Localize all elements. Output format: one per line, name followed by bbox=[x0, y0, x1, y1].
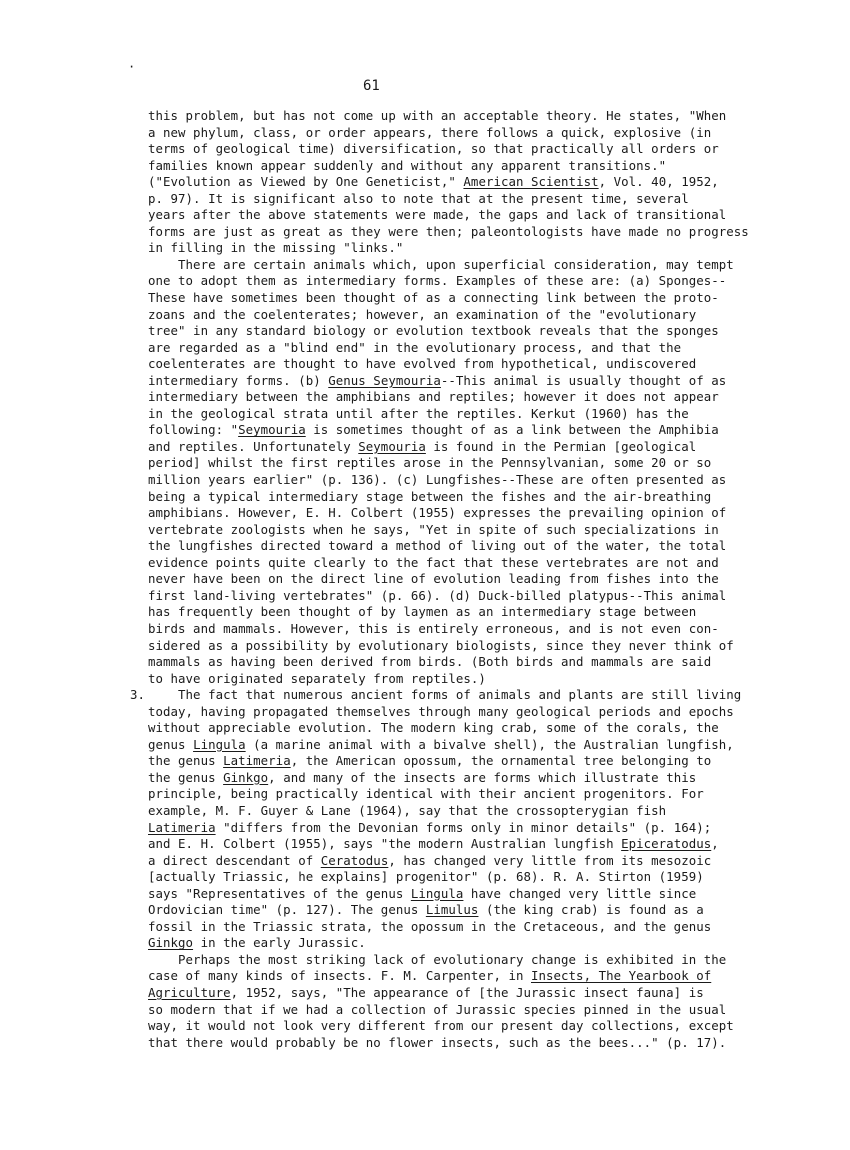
page-number: 61 bbox=[363, 78, 380, 94]
text-line bbox=[148, 505, 740, 522]
text-run: birds and mammals. However, this is entirely erroneous, and is not even con- bbox=[148, 620, 719, 636]
text-line bbox=[148, 174, 740, 191]
text-line bbox=[148, 240, 740, 257]
text-run: the lungfishes directed toward a method of living out of the water, the total bbox=[148, 538, 727, 554]
underlined-title: Ginkgo bbox=[148, 935, 194, 951]
text-line bbox=[148, 158, 740, 175]
text-line bbox=[148, 257, 740, 274]
text-line bbox=[148, 290, 740, 307]
text-run: There are certain animals which, upon superficial consideration, may tempt bbox=[148, 256, 734, 272]
text-run: case of many kinds of insects. F. M. Carpenter, in bbox=[148, 968, 531, 984]
text-line bbox=[148, 422, 740, 439]
text-line bbox=[148, 836, 740, 853]
text-run: and E. H. Colbert (1955), says "the modern Australian lungfish bbox=[148, 836, 622, 852]
text-run: one to adopt them as intermediary forms. Examples of these are: (a) Sponges-- bbox=[148, 273, 727, 289]
text-run: terms of geological time) diversification, so that practically all orders or bbox=[148, 141, 719, 157]
text-line bbox=[148, 1002, 740, 1019]
text-line bbox=[148, 687, 740, 704]
text-line bbox=[148, 638, 740, 655]
text-run: period] whilst the first reptiles arose in the Pennsylvanian, some 20 or so bbox=[148, 455, 712, 471]
text-line bbox=[148, 439, 740, 456]
text-line bbox=[148, 952, 740, 969]
text-run: mammals as having been derived from birds. (Both birds and mammals are said bbox=[148, 654, 712, 670]
text-run: years after the above statements were made, the gaps and lack of transitional bbox=[148, 207, 727, 223]
text-line bbox=[148, 704, 740, 721]
text-run: (a marine animal with a bivalve shell), the Australian lungfish, bbox=[245, 736, 734, 752]
body-text bbox=[148, 108, 749, 1051]
text-run: , bbox=[711, 836, 719, 852]
text-run: in the geological strata until after the reptiles. Kerkut (1960) has the bbox=[148, 405, 689, 421]
text-line bbox=[148, 886, 740, 903]
text-run: --This animal is usually thought of as bbox=[440, 372, 727, 388]
text-run: Perhaps the most striking lack of evolutionary change is exhibited in the bbox=[148, 951, 727, 967]
text-line bbox=[148, 571, 740, 588]
text-run: evidence points quite clearly to the fact that these vertebrates are not and bbox=[148, 554, 719, 570]
text-run: , has changed very little from its mesozoic bbox=[388, 852, 712, 868]
text-run: [actually Triassic, he explains] progenitor" (p. 68). R. A. Stirton (1959) bbox=[148, 869, 704, 885]
text-run: fossil in the Triassic strata, the opossum in the Cretaceous, and the genus bbox=[148, 918, 712, 934]
text-line bbox=[148, 588, 740, 605]
text-run: genus bbox=[148, 736, 194, 752]
text-line bbox=[148, 919, 740, 936]
text-line bbox=[148, 770, 740, 787]
stray-mark: · bbox=[128, 60, 136, 74]
text-line bbox=[148, 108, 740, 125]
text-run: to have originated separately from reptiles.) bbox=[148, 670, 486, 686]
text-run: principle, being practically identical with their ancient progenitors. For bbox=[148, 786, 704, 802]
text-line bbox=[148, 1035, 740, 1052]
text-run: first land-living vertebrates" (p. 66). (d) Duck-billed platypus--This animal bbox=[148, 587, 727, 603]
text-run: are regarded as a "blind end" in the evolutionary process, and that the bbox=[148, 339, 682, 355]
text-run: in the early Jurassic. bbox=[193, 935, 366, 951]
underlined-title: Latimeria bbox=[148, 819, 216, 835]
text-line bbox=[148, 968, 740, 985]
text-line bbox=[148, 406, 740, 423]
text-run: coelenterates are thought to have evolved from hypothetical, undiscovered bbox=[148, 356, 697, 372]
text-run: the genus bbox=[148, 769, 224, 785]
text-run: , Vol. 40, 1952, bbox=[598, 174, 719, 190]
text-line bbox=[148, 985, 740, 1002]
text-line bbox=[148, 125, 740, 142]
text-line bbox=[148, 191, 740, 208]
text-line bbox=[148, 902, 740, 919]
text-line bbox=[148, 323, 740, 340]
text-run: is found in the Permian [geological bbox=[425, 438, 697, 454]
underlined-title: Seymouria bbox=[358, 438, 426, 454]
text-run: million years earlier" (p. 136). (c) Lungfishes--These are often presented as bbox=[148, 472, 727, 488]
underlined-title: Genus Seymouria bbox=[328, 372, 441, 388]
underlined-title: Ginkgo bbox=[223, 769, 269, 785]
underlined-title: Limulus bbox=[425, 902, 479, 918]
text-line bbox=[148, 720, 740, 737]
underlined-title: Ceratodus bbox=[320, 852, 389, 868]
text-run: vertebrate zoologists when he says, "Yet in spite of such specializations in bbox=[148, 521, 719, 537]
text-line bbox=[148, 1018, 740, 1035]
text-run: tree" in any standard biology or evolution textbook reveals that the sponges bbox=[148, 323, 719, 339]
text-run: so modern that if we had a collection of Jurassic species pinned in the usual bbox=[148, 1001, 727, 1017]
text-line bbox=[148, 786, 740, 803]
text-line bbox=[148, 522, 740, 539]
underlined-title: Latimeria bbox=[223, 753, 291, 769]
text-run: , and many of the insects are forms which illustrate this bbox=[268, 769, 697, 785]
text-line bbox=[148, 671, 740, 688]
text-run: forms are just as great as they were then; paleontologists have made no progress bbox=[148, 223, 749, 239]
text-line bbox=[148, 538, 740, 555]
text-run: is sometimes thought of as a link between the Amphibia bbox=[305, 422, 719, 438]
text-line bbox=[148, 654, 740, 671]
text-run: in filling in the missing "links." bbox=[148, 240, 404, 256]
text-run: without appreciable evolution. The modern king crab, some of the corals, the bbox=[148, 720, 719, 736]
underlined-title: Seymouria bbox=[238, 422, 306, 438]
text-run: a new phylum, class, or order appears, there follows a quick, explosive (in bbox=[148, 124, 712, 140]
text-run: intermediary between the amphibians and reptiles; however it does not appear bbox=[148, 389, 719, 405]
text-line bbox=[148, 223, 749, 241]
underlined-title: Agriculture bbox=[148, 984, 231, 1000]
text-run: "differs from the Devonian forms only in minor details" (p. 164); bbox=[215, 819, 712, 835]
text-line bbox=[148, 273, 740, 290]
underlined-title: Epiceratodus bbox=[621, 836, 712, 852]
text-run: sidered as a possibility by evolutionary biologists, since they never think of bbox=[148, 637, 734, 653]
text-line bbox=[148, 472, 740, 489]
text-run: has frequently been thought of by laymen as an intermediary stage between bbox=[148, 604, 697, 620]
text-line bbox=[148, 853, 740, 870]
text-run: example, M. F. Guyer & Lane (1964), say that the crossopterygian fish bbox=[148, 802, 667, 818]
underlined-title: American Scientist bbox=[463, 174, 599, 190]
text-line bbox=[148, 141, 740, 158]
text-run: Ordovician time" (p. 127). The genus bbox=[148, 902, 426, 918]
text-run: intermediary forms. (b) bbox=[148, 372, 329, 388]
text-line bbox=[148, 604, 740, 621]
text-run: have changed very little since bbox=[463, 885, 697, 901]
text-line bbox=[148, 373, 740, 390]
text-run: families known appear suddenly and without any apparent transitions." bbox=[148, 157, 667, 173]
text-run: ("Evolution as Viewed by One Geneticist," bbox=[148, 174, 464, 190]
text-run: that there would probably be no flower insects, such as the bees..." (p. 17). bbox=[148, 1034, 727, 1050]
text-run: following: " bbox=[148, 422, 239, 438]
text-run: says "Representatives of the genus bbox=[148, 885, 411, 901]
text-run: These have sometimes been thought of as a connecting link between the proto- bbox=[148, 290, 719, 306]
text-line bbox=[148, 340, 740, 357]
text-line bbox=[148, 935, 740, 952]
text-line bbox=[148, 307, 740, 324]
text-run: today, having propagated themselves through many geological periods and epochs bbox=[148, 703, 734, 719]
text-run: (the king crab) is found as a bbox=[478, 902, 704, 918]
text-run: amphibians. However, E. H. Colbert (1955) expresses the prevailing opinion of bbox=[148, 505, 727, 521]
text-run: being a typical intermediary stage between the fishes and the air-breathing bbox=[148, 488, 712, 504]
text-run: a direct descendant of bbox=[148, 852, 321, 868]
text-line bbox=[148, 489, 740, 506]
text-run: way, it would not look very different from our present day collections, except bbox=[148, 1018, 734, 1034]
text-run: p. 97). It is significant also to note that at the present time, several bbox=[148, 190, 689, 206]
underlined-title: Lingula bbox=[410, 885, 464, 901]
underlined-title: Lingula bbox=[193, 736, 246, 752]
text-line bbox=[148, 389, 740, 406]
text-line bbox=[148, 621, 740, 638]
text-line bbox=[148, 555, 740, 572]
text-line bbox=[148, 356, 740, 373]
text-run: , 1952, says, "The appearance of [the Jurassic insect fauna] is bbox=[230, 984, 704, 1000]
list-item-marker: 3. bbox=[130, 687, 145, 703]
text-line bbox=[148, 455, 740, 472]
text-run: and reptiles. Unfortunately bbox=[148, 438, 359, 454]
underlined-title: Insects, The Yearbook of bbox=[531, 968, 712, 984]
text-line bbox=[148, 737, 740, 754]
text-run: zoans and the coelenterates; however, an examination of the "evolutionary bbox=[148, 306, 697, 322]
text-line bbox=[148, 207, 740, 224]
text-line bbox=[148, 820, 740, 837]
text-run: this problem, but has not come up with an acceptable theory. He states, "When bbox=[148, 108, 727, 123]
text-run: never have been on the direct line of evolution leading from fishes into the bbox=[148, 571, 719, 587]
text-run: The fact that numerous ancient forms of animals and plants are still living bbox=[148, 687, 742, 703]
text-run: the genus bbox=[148, 753, 224, 769]
text-line bbox=[148, 869, 740, 886]
text-run: , the American opossum, the ornamental tree belonging to bbox=[290, 753, 712, 769]
text-line bbox=[148, 803, 740, 820]
text-line bbox=[148, 753, 740, 770]
